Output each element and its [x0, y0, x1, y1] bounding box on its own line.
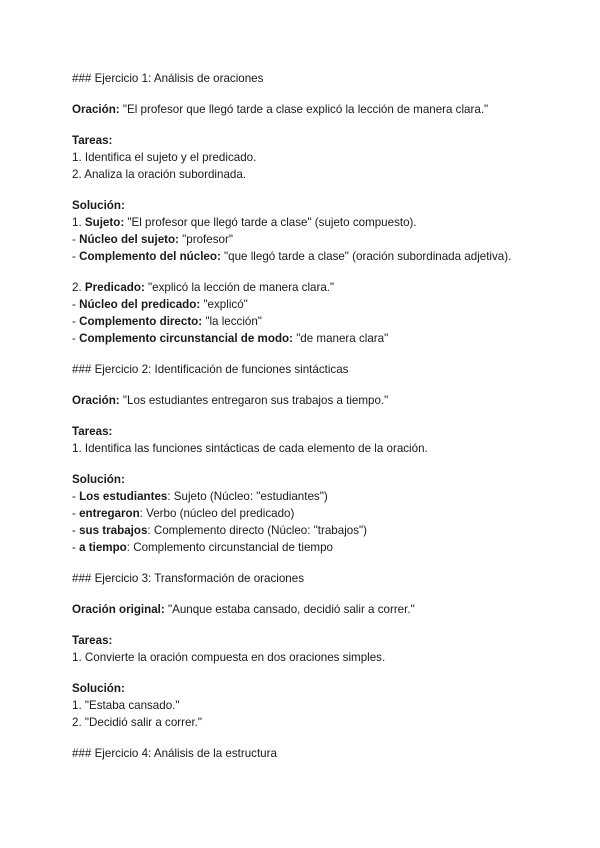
exercise-2-heading: ### Ejercicio 2: Identificación de funciones sintácticas [72, 363, 349, 376]
document-page [72, 70, 542, 762]
exercise-1-heading: ### Ejercicio 1: Análisis de oraciones [72, 72, 264, 85]
exercise-3-solution-item: 2. "Decidió salir a correr." [72, 716, 203, 729]
exercise-1-manner-complement: - Complemento circunstancial de modo: "de manera clara" [72, 332, 389, 345]
exercise-1-subject-nucleus: - Núcleo del sujeto: "profesor" [72, 233, 233, 246]
exercise-1-predicate: 2. Predicado: "explicó la lección de manera clara." [72, 281, 335, 294]
exercise-1-predicate-nucleus: - Núcleo del predicado: "explicó" [72, 298, 248, 311]
exercise-1-solution-label: Solución: [72, 199, 125, 212]
exercise-3-solution-label: Solución: [72, 682, 125, 695]
exercise-4-heading: ### Ejercicio 4: Análisis de la estructura [72, 747, 277, 760]
exercise-2-task: 1. Identifica las funciones sintácticas de cada elemento de la oración. [72, 442, 428, 455]
exercise-3-tasks-label: Tareas: [72, 634, 113, 647]
exercise-1-task: 2. Analiza la oración subordinada. [72, 168, 247, 181]
exercise-2-solution-label: Solución: [72, 473, 125, 486]
exercise-2-tasks-label: Tareas: [72, 425, 113, 438]
exercise-2-sentence: Oración: "Los estudiantes entregaron sus trabajos a tiempo." [72, 394, 389, 407]
exercise-1-subject: 1. Sujeto: "El profesor que llegó tarde a clase" (sujeto compuesto). [72, 216, 417, 229]
exercise-1-tasks-label: Tareas: [72, 134, 113, 147]
exercise-2-solution-item: - a tiempo: Complemento circunstancial de tiempo [72, 541, 333, 554]
exercise-1-direct-object: - Complemento directo: "la lección" [72, 315, 262, 328]
exercise-1-task: 1. Identifica el sujeto y el predicado. [72, 151, 257, 164]
exercise-3-task: 1. Convierte la oración compuesta en dos oraciones simples. [72, 651, 386, 664]
exercise-2-solution-item: - Los estudiantes: Sujeto (Núcleo: "estudiantes") [72, 490, 328, 503]
exercise-2-solution-item: - sus trabajos: Complemento directo (Núcleo: "trabajos") [72, 524, 367, 537]
exercise-3-solution-item: 1. "Estaba cansado." [72, 699, 180, 712]
exercise-1-subject-complement: - Complemento del núcleo: "que llegó tarde a clase" (oración subordinada adjetiva). [72, 250, 512, 263]
exercise-1-sentence: Oración: "El profesor que llegó tarde a clase explicó la lección de manera clara." [72, 103, 489, 116]
exercise-3-sentence: Oración original: "Aunque estaba cansado, decidió salir a correr." [72, 603, 415, 616]
exercise-3-heading: ### Ejercicio 3: Transformación de oraciones [72, 572, 304, 585]
exercise-2-solution-item: - entregaron: Verbo (núcleo del predicado) [72, 507, 295, 520]
